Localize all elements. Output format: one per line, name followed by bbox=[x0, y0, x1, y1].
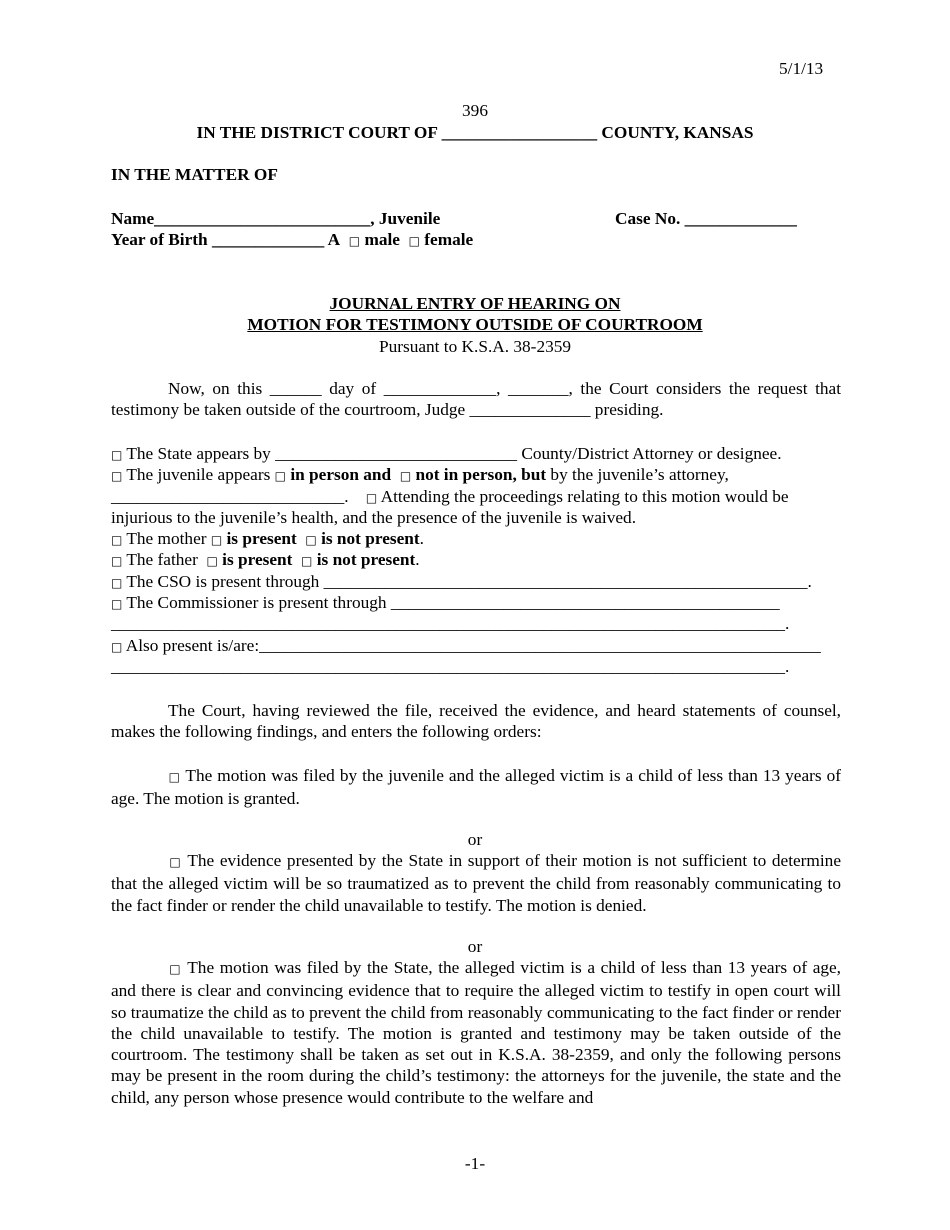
father-appearance: □ The father □ is present □ is not present. bbox=[111, 550, 420, 569]
mother-checkbox[interactable]: □ bbox=[111, 533, 123, 547]
option-2-checkbox[interactable]: □ bbox=[168, 855, 183, 869]
option-denied bbox=[111, 850, 841, 916]
father-not-present-label: is not present bbox=[316, 550, 416, 569]
juvenile-appearance bbox=[111, 464, 729, 487]
document-date: 5/1/13 bbox=[779, 59, 824, 78]
male-label: male bbox=[364, 230, 400, 249]
cso-checkbox[interactable]: □ bbox=[111, 576, 123, 590]
juvenile-name-field: Name_________________________, Juvenile bbox=[111, 209, 441, 228]
father-not-present-checkbox[interactable]: □ bbox=[301, 554, 313, 568]
mother-appearance: □ The mother □ is present □ is not present. bbox=[111, 529, 424, 548]
mother-label: The mother bbox=[126, 529, 207, 548]
cso-appearance bbox=[111, 571, 812, 594]
also-present-checkbox[interactable]: □ bbox=[111, 640, 123, 654]
court-heading: IN THE DISTRICT COURT OF __________________ COUNTY, KANSAS bbox=[196, 123, 754, 142]
mother-present-checkbox[interactable]: □ bbox=[210, 533, 223, 547]
matter-heading: IN THE MATTER OF bbox=[111, 165, 278, 184]
father-present-label: is present bbox=[222, 550, 293, 569]
waiver-checkbox[interactable]: □ bbox=[365, 491, 378, 505]
form-number: 396 bbox=[462, 101, 488, 120]
intro-text: Now, on this ______ day of _____________, _______, the Court considers the request that testimony be taken outside of the courtroom, Judge ______________ presiding. bbox=[111, 379, 841, 420]
waiver-text-continued: injurious to the juvenile’s health, and the presence of the juvenile is waived. bbox=[111, 508, 637, 527]
page-number: -1- bbox=[464, 1154, 486, 1173]
option-2-text: The evidence presented by the State in support of their motion is not sufficient to determine that the alleged victim will be so traumatized as to prevent the child from reasonably communicating to the fact finder or render the child unavailable to testify. The motion is denied. bbox=[111, 851, 841, 915]
also-present-blank-line: ______________________________________________________________________________. bbox=[111, 657, 790, 676]
waiver-text: Attending the proceedings relating to this motion would be bbox=[380, 487, 789, 506]
commissioner-blank-line: ______________________________________________________________________________. bbox=[111, 614, 790, 633]
also-present-text: Also present is/are:_________________________________________________________________ bbox=[125, 636, 821, 655]
male-checkbox[interactable]: □ bbox=[348, 234, 361, 248]
female-label: female bbox=[424, 230, 474, 249]
commissioner-appearance bbox=[111, 592, 780, 615]
intro-paragraph bbox=[111, 378, 841, 421]
commissioner-checkbox[interactable]: □ bbox=[111, 597, 123, 611]
also-present bbox=[111, 635, 821, 658]
juvenile-attorney-blank: ___________________________. bbox=[111, 487, 349, 506]
juvenile-checkbox[interactable]: □ bbox=[111, 469, 123, 483]
year-of-birth-row bbox=[111, 229, 473, 252]
state-appearance bbox=[111, 443, 782, 466]
option-granted-juvenile bbox=[111, 765, 841, 810]
option-3-checkbox[interactable]: □ bbox=[168, 962, 182, 976]
statute-reference: Pursuant to K.S.A. 38-2359 bbox=[378, 337, 572, 356]
document-title-line1: JOURNAL ENTRY OF HEARING ON bbox=[329, 294, 621, 313]
state-appearance-text: The State appears by ____________________________ County/District Attorney or designee. bbox=[126, 444, 782, 463]
commissioner-text: The Commissioner is present through _____________________________________________ bbox=[126, 593, 780, 612]
cso-text: The CSO is present through ________________________________________________________. bbox=[126, 572, 812, 591]
juvenile-waiver-line bbox=[111, 486, 789, 509]
female-checkbox[interactable]: □ bbox=[408, 234, 420, 248]
father-label: The father bbox=[126, 550, 198, 569]
option-3-text: The motion was filed by the State, the alleged victim is a child of less than 13 years of age, and there is clear and convincing evidence that to require the alleged victim to testify in open court will so traumatize the child as to prevent the child from reasonably communicating to the fact finder or render the child unavailable to testify. The motion is granted and testimony may be taken outside of the courtroom. The testimony shall be taken as set out in K.S.A. 38-2359, and only the following persons may be present in the room during the child’s testimony: the attorneys for the juvenile, the state and the child, any person whose presence would contribute to the welfare and bbox=[111, 958, 842, 1107]
not-in-person-label: not in person, but bbox=[415, 465, 547, 484]
option-1-checkbox[interactable]: □ bbox=[168, 770, 181, 784]
case-number-field: Case No. _____________ bbox=[615, 209, 797, 228]
in-person-checkbox[interactable]: □ bbox=[274, 469, 286, 483]
or-separator: or bbox=[467, 830, 483, 849]
document-title-line2: MOTION FOR TESTIMONY OUTSIDE OF COURTROOM bbox=[247, 315, 703, 334]
option-1-text: The motion was filed by the juvenile and the alleged victim is a child of less than 13 years of age. The motion is granted. bbox=[111, 766, 841, 809]
or-separator: or bbox=[467, 937, 483, 956]
findings-intro-text: The Court, having reviewed the file, received the evidence, and heard statements of counsel, makes the following findings, and enters the following orders: bbox=[111, 701, 841, 742]
option-granted-state bbox=[111, 957, 841, 1108]
state-checkbox[interactable]: □ bbox=[111, 448, 123, 462]
not-in-person-checkbox[interactable]: □ bbox=[399, 469, 412, 483]
juvenile-attorney-text: by the juvenile’s attorney, bbox=[550, 465, 729, 484]
in-person-label: in person and bbox=[290, 465, 392, 484]
mother-not-present-label: is not present bbox=[321, 529, 420, 548]
year-of-birth-field: Year of Birth _____________ A bbox=[111, 230, 341, 249]
mother-present-label: is present bbox=[226, 529, 297, 548]
findings-intro bbox=[111, 700, 841, 743]
juvenile-appearance-text: The juvenile appears bbox=[126, 465, 271, 484]
father-checkbox[interactable]: □ bbox=[111, 554, 123, 568]
mother-not-present-checkbox[interactable]: □ bbox=[305, 533, 317, 547]
father-present-checkbox[interactable]: □ bbox=[206, 554, 218, 568]
